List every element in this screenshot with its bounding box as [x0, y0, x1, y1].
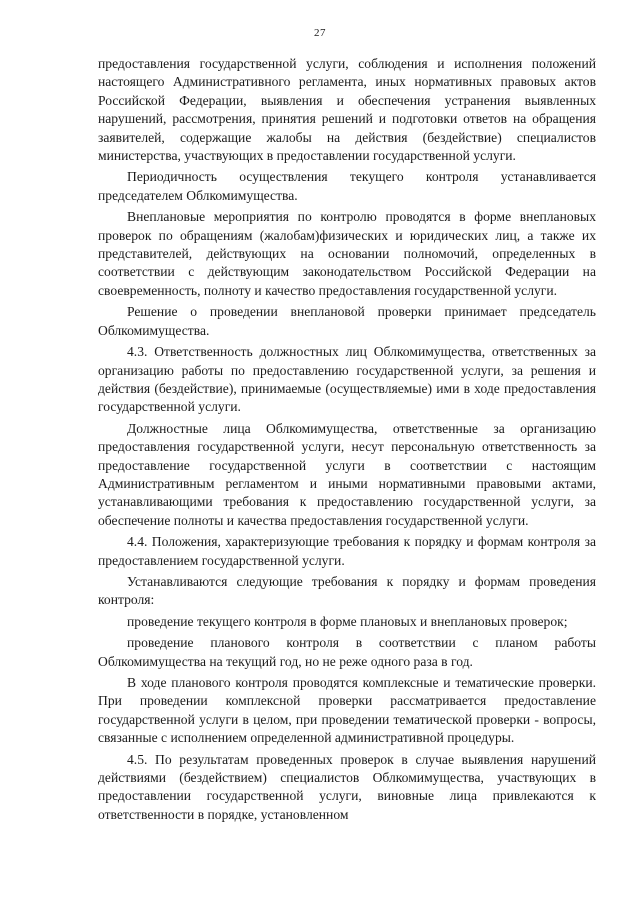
paragraph-6: Должностные лица Облкомимущества, ответственные за организацию предоставления государственной услуги, несут персональную ответственность за предоставление государственной услуги в соответствии с настоящим Административным регламентом и иными нормативными правовыми актами, устанавливающими требования к предоставлению государственной услуги, за обеспечение полноты и качества предоставления государственной услуги. — [98, 420, 596, 528]
paragraph-1: предоставления государственной услуги, соблюдения и исполнения положений настоящего Административного регламента, иных нормативных правовых актов Российской Федерации, выявления и обеспечения устранения выявленных нарушений, рассмотрения, принятия решений и подготовки ответов на обращения заявителей, содержащие жалобы на действия (бездействие) специалистов министерства, участвующих в предоставлении государственной услуги. — [98, 56, 596, 164]
paragraph-2: Периодичность осуществления текущего контроля устанавливается председателем Облкомимущества. — [98, 169, 596, 203]
section-heading-4-3: 4.3. Ответственность должностных лиц Облкомимущества, ответственных за организацию работы по предоставлению государственной услуги, за решения и действия (бездействие), принимаемые (осуществляемые) ими в ходе предоставления государственной услуги. — [98, 344, 596, 415]
document-body — [98, 55, 596, 827]
paragraph-4: Решение о проведении внеплановой проверки принимает председатель Облкомимущества. — [98, 304, 596, 338]
paragraph-11: В ходе планового контроля проводятся комплексные и тематические проверки. При проведении комплексной проверки рассматривается предоставление государственной услуги в целом, при проведении тематической проверки - вопросы, связанные с исполнением определенной административной процедуры. — [98, 675, 596, 746]
page-number: 27 — [314, 27, 326, 39]
section-heading-4-4: 4.4. Положения, характеризующие требования к порядку и формам контроля за предоставлением государственной услуги. — [98, 534, 596, 568]
section-heading-4-5: 4.5. По результатам проведенных проверок в случае выявления нарушений действиями (бездействием) специалистов Облкомимущества, участвующих в предоставлении государственной услуги, виновные лица привлекаются к ответственности в порядке, установленном — [98, 751, 596, 822]
list-item-2: проведение планового контроля в соответствии с планом работы Облкомимущества на текущий год, но не реже одного раза в год. — [98, 635, 596, 669]
paragraph-8: Устанавливаются следующие требования к порядку и формам проведения контроля: — [98, 573, 596, 608]
list-item-1: проведение текущего контроля в форме плановых и внеплановых проверок; — [127, 613, 568, 629]
paragraph-3: Внеплановые мероприятия по контролю проводятся в форме внеплановых проверок по обращениям (жалобам)физических и юридических лиц, а также их представителей, действующих на основании полномочий, определенных в соответствии с действующим законодательством Российской Федерации на своевременность, полноту и качество предоставления государственной услуги. — [98, 209, 596, 298]
